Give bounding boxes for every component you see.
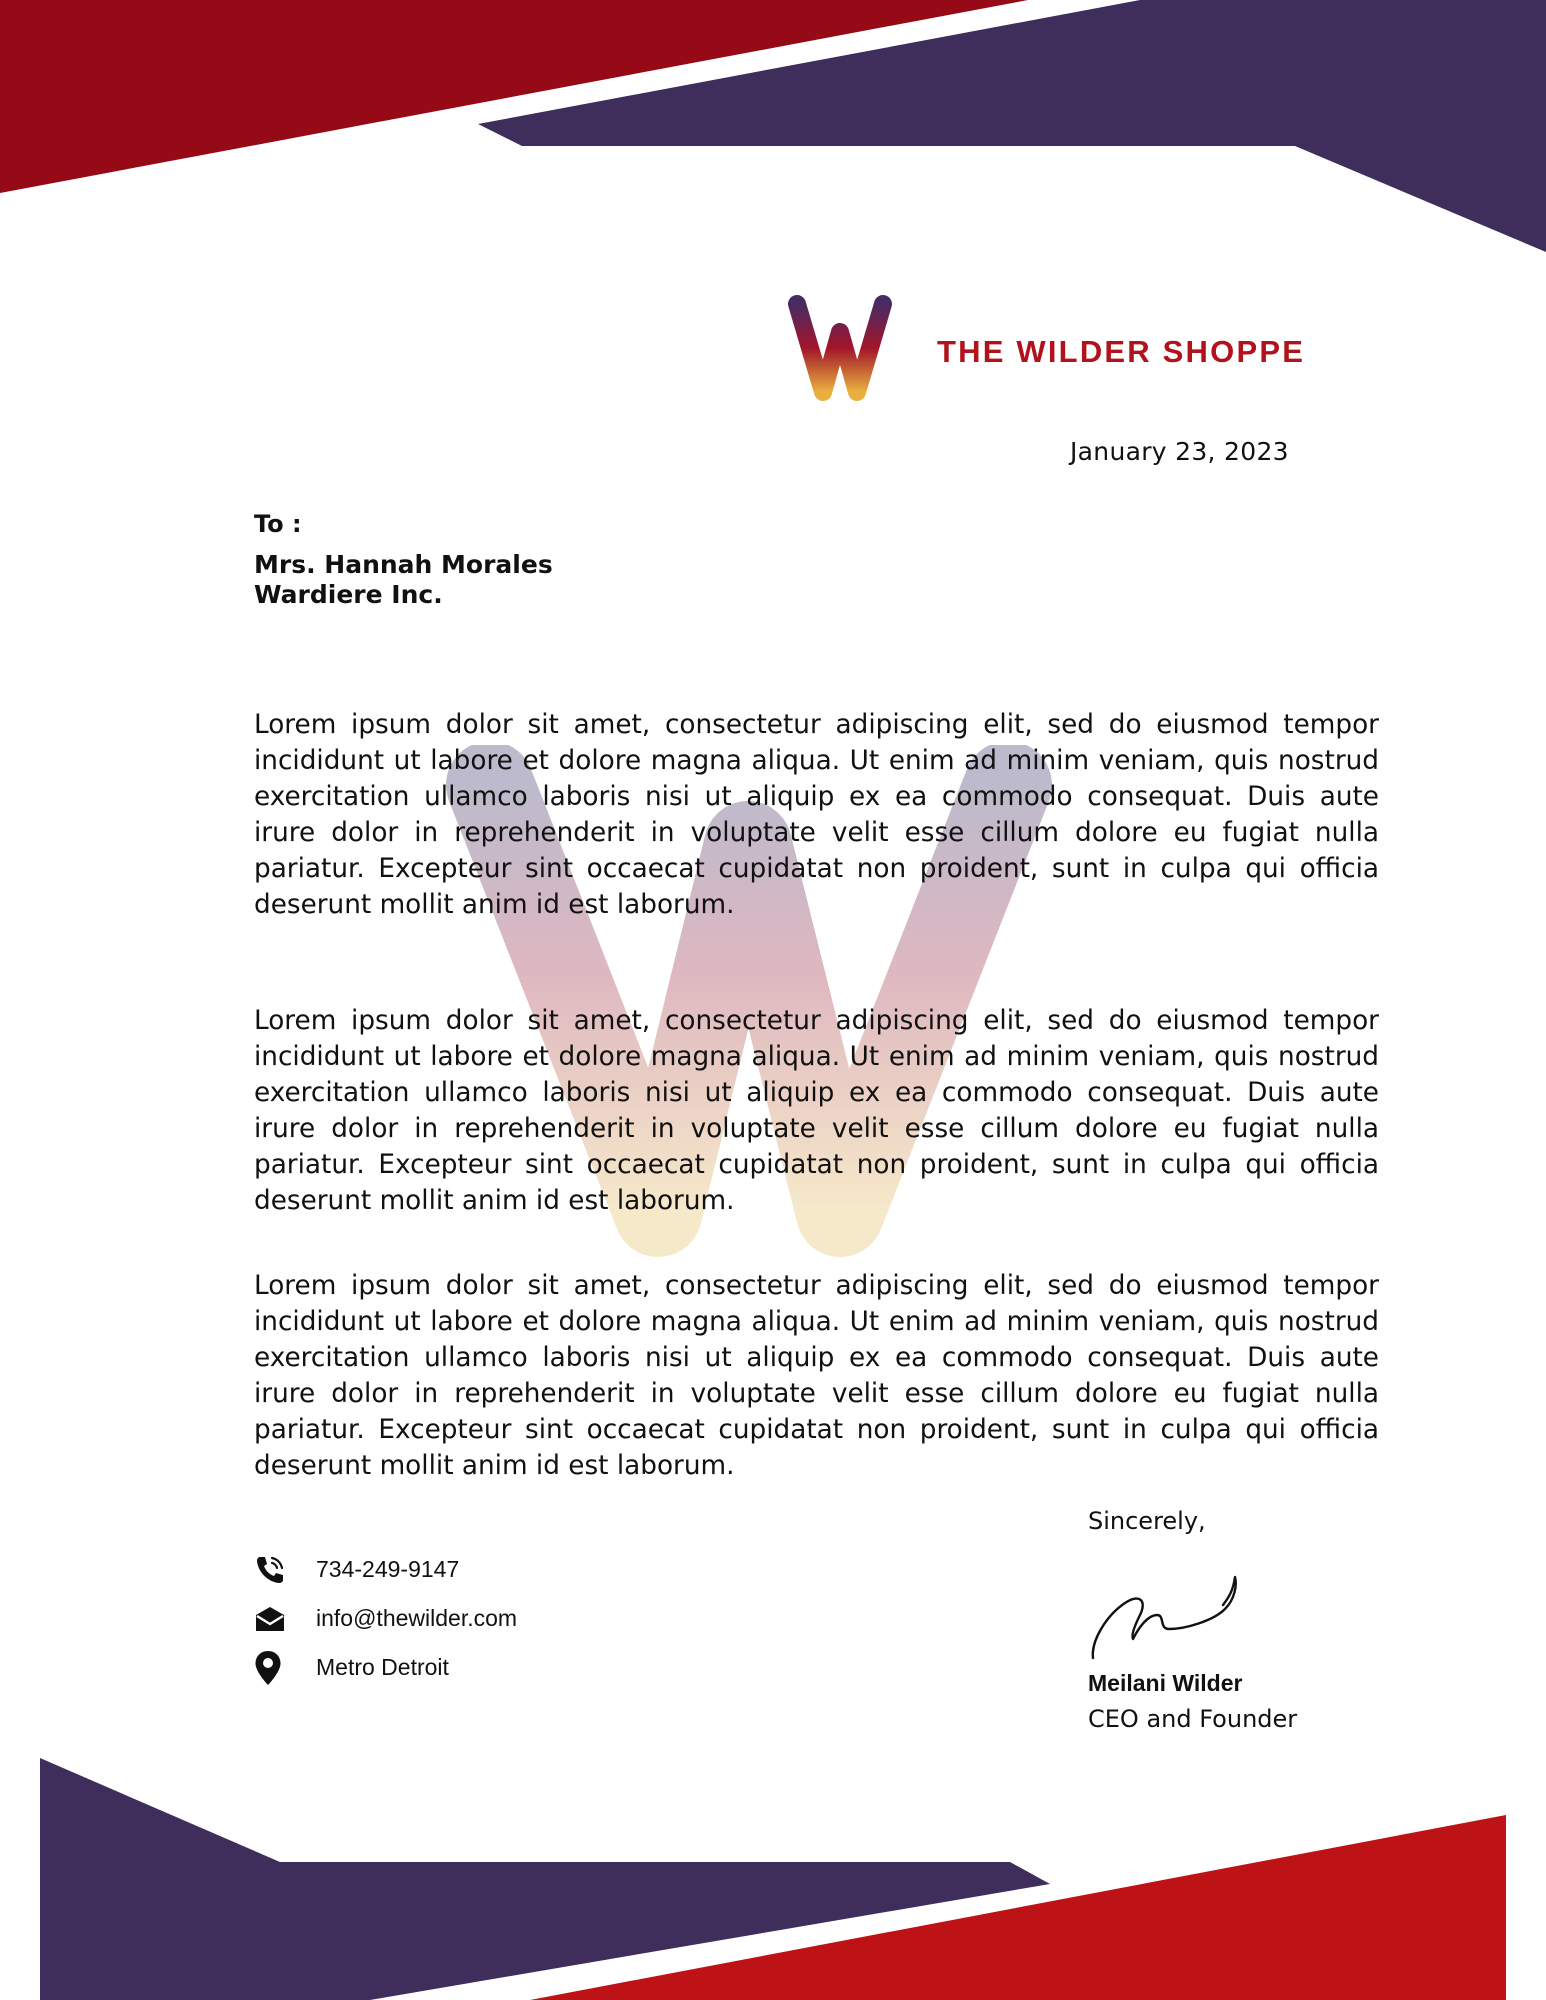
to-label: To : <box>254 510 302 538</box>
contact-phone <box>254 1545 517 1594</box>
contact-location-text: Metro Detroit <box>316 1654 449 1680</box>
body-paragraph-1: Lorem ipsum dolor sit amet, consectetur adipiscing elit, sed do eiusmod tempor incididunt ut labore et dolore magna aliqua. Ut enim ad minim veniam, quis nostrud exercitation ullamco laboris nisi ut aliquip ex ea commodo consequat. Duis aute irure dolor in reprehenderit in voluptate velit esse cillum dolore eu fugiat nulla pariatur. Excepteur sint occaecat cupidatat non proident, sunt in culpa qui officia deserunt mollit anim id est laborum. <box>254 710 1379 920</box>
location-pin-icon <box>254 1648 294 1688</box>
signer-title: CEO and Founder <box>1088 1705 1298 1733</box>
top-decor-shapes <box>0 0 1546 260</box>
handwritten-signature <box>1085 1545 1285 1665</box>
bottom-purple-band <box>40 1758 1050 2000</box>
company-name: THE WILDER SHOPPE <box>937 334 1306 369</box>
brand-header <box>785 292 1305 412</box>
bottom-red-band <box>530 1815 1506 2000</box>
recipient-name: Mrs. Hannah Morales <box>254 550 553 579</box>
contact-phone-text: 734-249-9147 <box>316 1556 460 1582</box>
signer-name: Meilani Wilder <box>1088 1670 1243 1696</box>
contact-email-text[interactable]: info@thewilder.com <box>316 1605 518 1631</box>
recipient-company: Wardiere Inc. <box>254 580 443 609</box>
phone-icon <box>254 1550 294 1590</box>
envelope-icon <box>254 1599 294 1639</box>
contact-email <box>254 1594 517 1643</box>
letter-date: January 23, 2023 <box>1070 437 1289 466</box>
w-letter-logo-icon <box>785 292 895 412</box>
contact-location <box>254 1643 517 1692</box>
recipient-block <box>254 550 553 610</box>
body-paragraph-2: Lorem ipsum dolor sit amet, consectetur adipiscing elit, sed do eiusmod tempor incididunt ut labore et dolore magna aliqua. Ut enim ad minim veniam, quis nostrud exercitation ullamco laboris nisi ut aliquip ex ea commodo consequat. Duis aute irure dolor in reprehenderit in voluptate velit esse cillum dolore eu fugiat nulla pariatur. Excepteur sint occaecat cupidatat non proident, sunt in culpa qui officia deserunt mollit anim id est laborum. <box>254 1006 1379 1216</box>
closing-text: Sincerely, <box>1088 1507 1206 1535</box>
body-paragraph-3: Lorem ipsum dolor sit amet, consectetur adipiscing elit, sed do eiusmod tempor incididunt ut labore et dolore magna aliqua. Ut enim ad minim veniam, quis nostrud exercitation ullamco laboris nisi ut aliquip ex ea commodo consequat. Duis aute irure dolor in reprehenderit in voluptate velit esse cillum dolore eu fugiat nulla pariatur. Excepteur sint occaecat cupidatat non proident, sunt in culpa qui officia deserunt mollit anim id est laborum. <box>254 1271 1379 1481</box>
contact-list <box>254 1545 517 1692</box>
